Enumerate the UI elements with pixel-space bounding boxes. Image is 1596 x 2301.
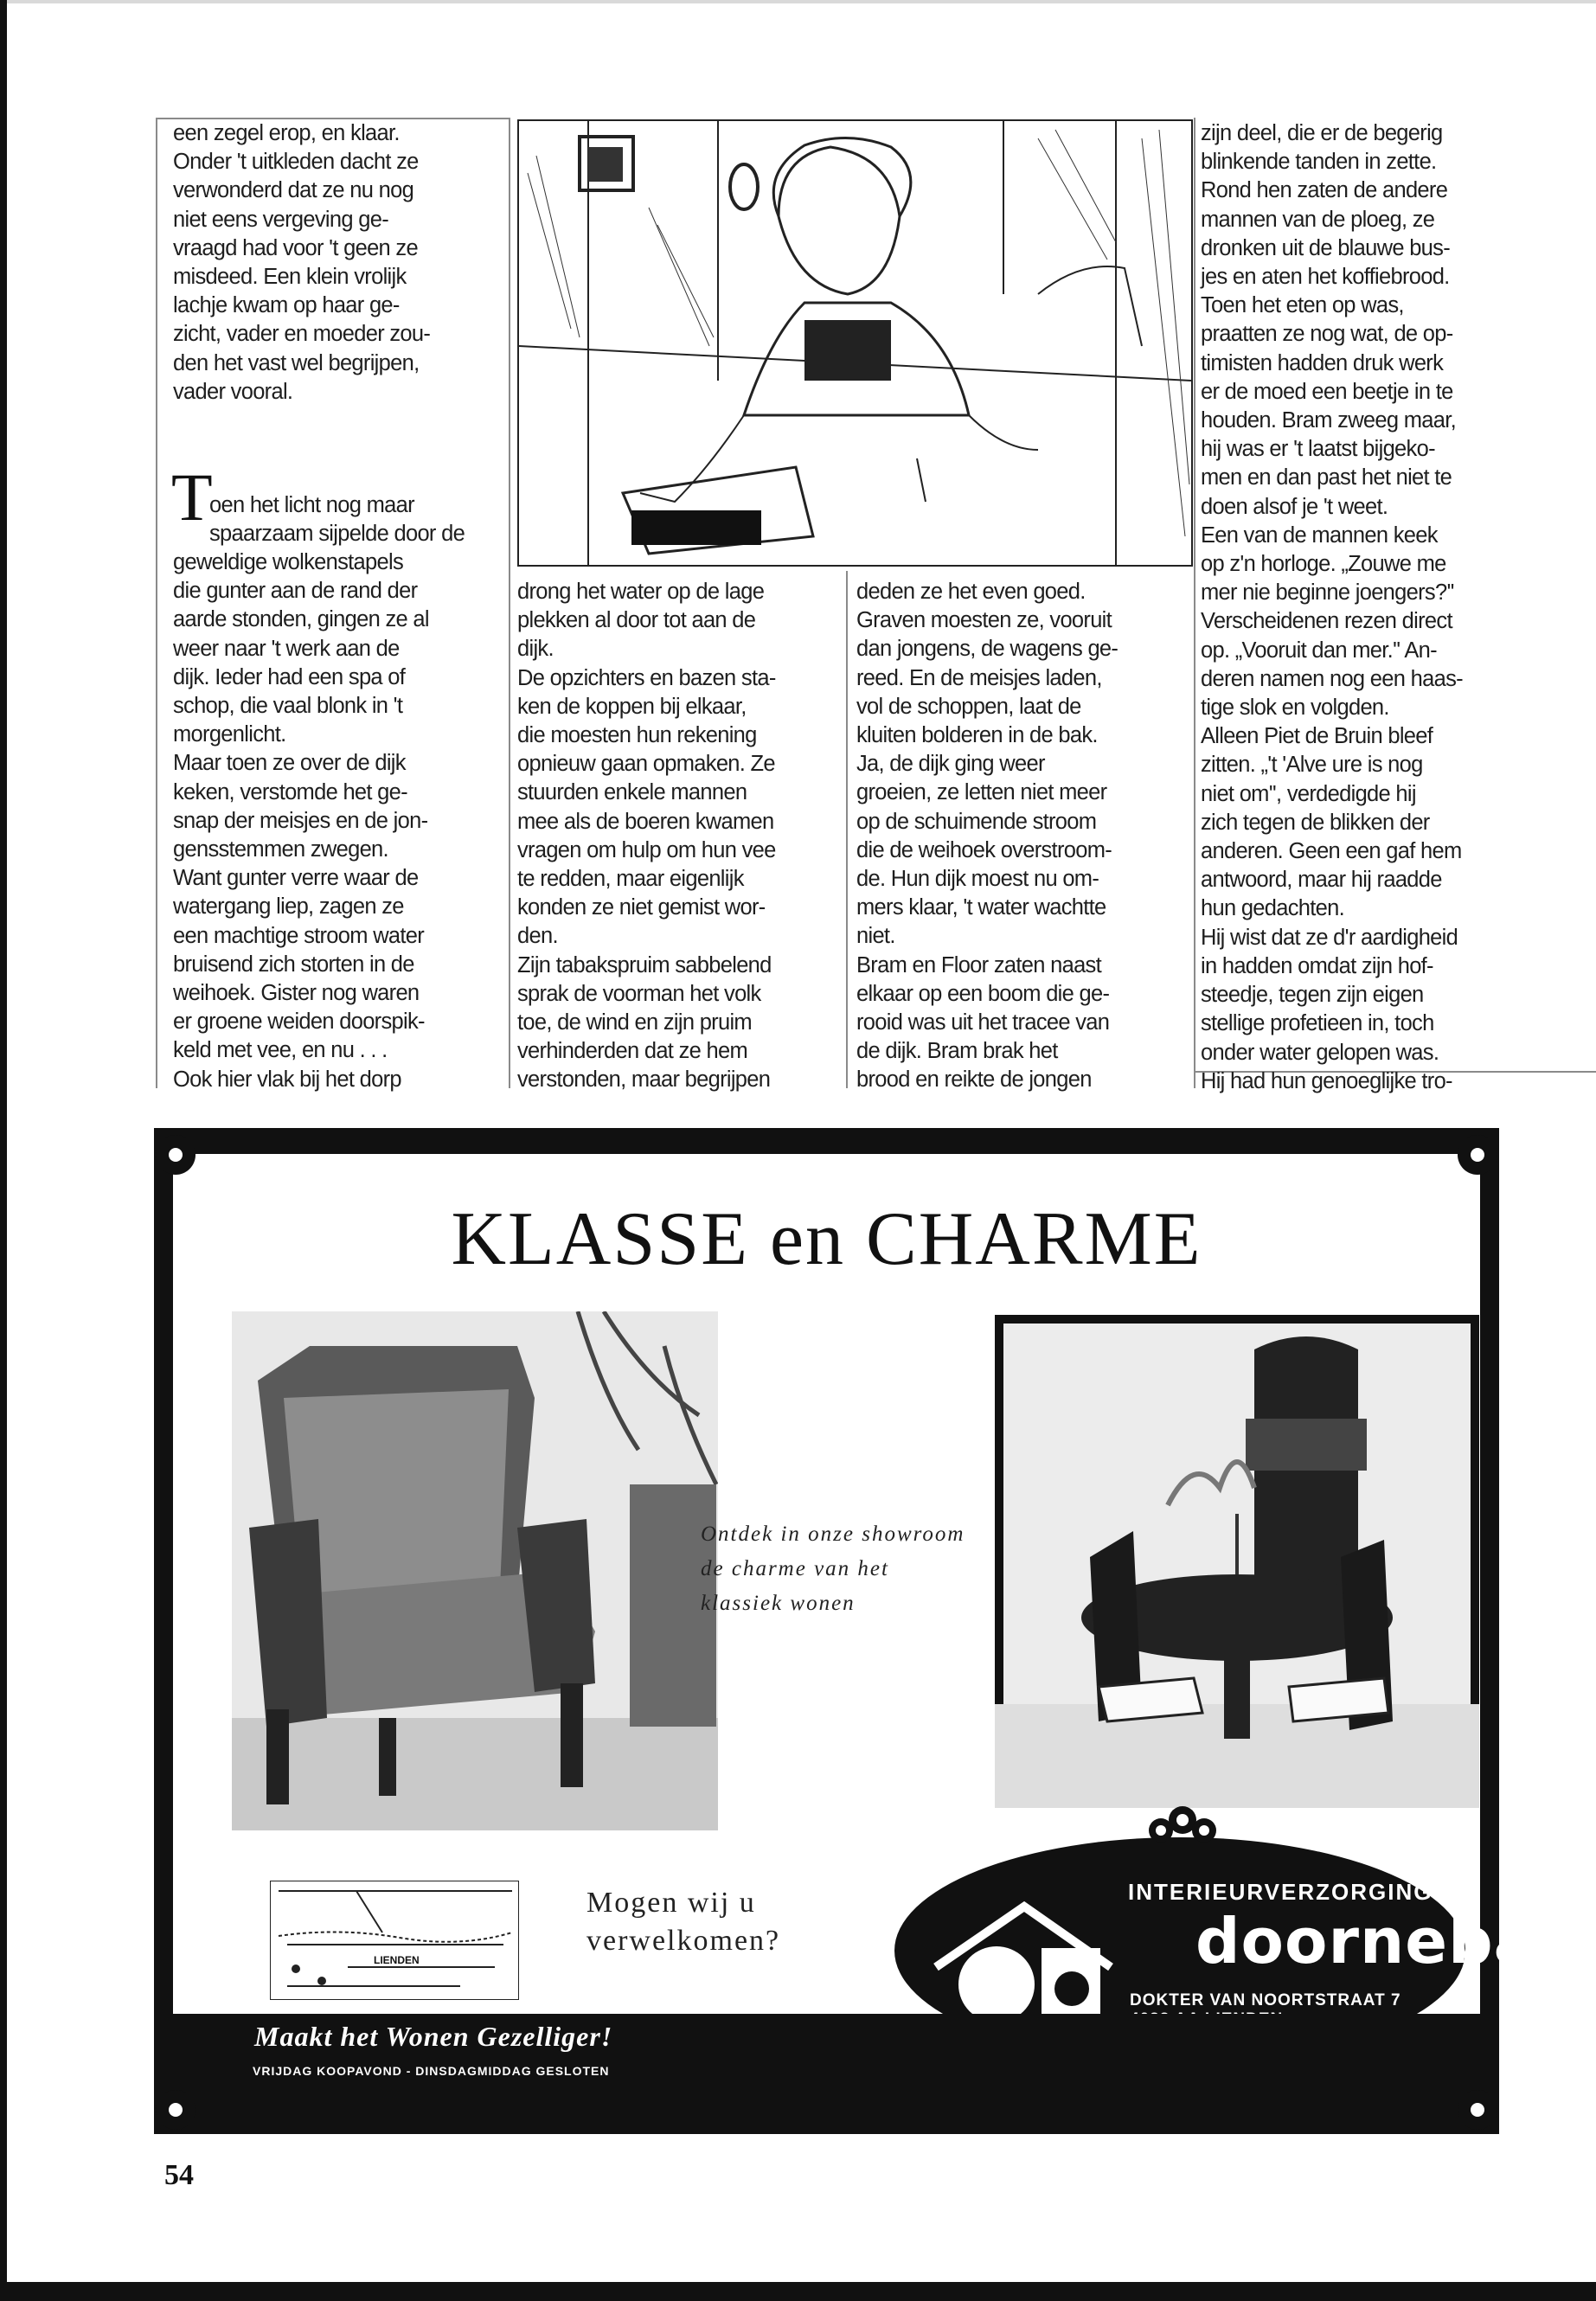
advertisement [154,1128,1559,2134]
ad-slogan: Maakt het Wonen Gezelliger! [254,2021,613,2052]
article-column-1-top: een zegel erop, en klaar. Onder 't uitkleden dacht ze verwonderd dat ze nu nog niet eens vergeving ge- vraagd had voor 't geen ze misdeed. Een klein vrolijk lachje kwam op haar ge- zicht, vader en moeder zou- den het vast wel begrijpen, vader vooral. [173,121,431,404]
article-left-rule [156,118,157,1088]
corner-bolt-icon [156,1135,195,1175]
map-town-label: LIENDEN [374,1954,420,1966]
logo-name: doornebal [1195,1905,1559,1977]
ad-footer-band [173,2014,1480,2108]
dining-set-photo [995,1315,1479,1808]
article-column-1-dropcap-lines: oen het licht nog maar spaarzaam sijpelde door de [209,493,465,547]
article-column-3: deden ze het even goed. Graven moesten ze, vooruit dan jongens, de wagens ge- reed. En de meisjes laden, vol de schoppen, laat de kluiten bolderen in de bak. Ja, de dijk ging weer groeien, ze letten niet meer op de schuimende stroom die de weihoek overstroom- de. Hun dijk moest nu om- mers klaar, 't water wachtte niet. Bram en Floor zaten naast elkaar op een boom die ge- rooid was uit het tracee van de dijk. Bram brak het brood en reikte de jongen [856,580,1118,1093]
corner-bolt-icon [1458,1135,1497,1175]
crown-ornament-icon [1144,1796,1221,1848]
shop-address: DOKTER VAN NOORTSTRAAT 7 [1130,1991,1401,2009]
scan-edge-top [0,0,1596,3]
location-map-drawing [270,1881,519,2000]
scan-edge-bottom [0,2282,1596,2301]
article-column-4: zijn deel, die er de begerig blinkende tanden in zette. Rond hen zaten de andere mannen van de ploeg, ze dronken uit de blauwe bus- jes en aten het koffiebrood. Toen het eten op was, praatten ze nog wat, de op- timisten hadden druk werk er de moed een beetje in te houden. Bram zweeg maar, hij was er 't laatst bijgeko- men en dan past het niet te doen alsof je 't weet. Een van de mannen keek op z'n horloge. „Zouwe me mer nie beginne joengers?'' Verscheidenen rezen direct op. „Vooruit dan mer.'' An- deren namen nog een haas- tige slok en volgden. Alleen Piet de Bruin bleef zitten. „'t 'Alve ure is nog niet om'', verdedigde hij zich tegen de blikken der anderen. Geen een gaf hem antwoord, maar hij raadde hun gedachten. Hij wist dat ze d'r aardigheid in hadden omdat zijn hof- steedje, tegen zijn eigen stellige profetieen in, toch onder water gelopen was. Hij had hun genoeglijke tro- [1201,121,1463,1093]
ad-title: KLASSE en CHARME [451,1197,1202,1281]
illustration-woman-writing [517,119,1193,567]
location-map [270,1881,519,2000]
corner-bolt-icon [1458,2090,1497,2130]
opening-hours: VRIJDAG KOOPAVOND - DINSDAGMIDDAG GESLOTEN [253,2064,610,2078]
illustration-drawing [519,121,1191,565]
scan-edge-left [0,0,7,2301]
page-number: 54 [164,2159,194,2191]
column-divider-2 [846,571,848,1088]
advertisement-panel [173,1154,1559,2108]
logo-subtitle: INTERIEURVERZORGING [1128,1879,1433,1905]
armchair-photo [232,1311,718,1830]
column-divider-3 [1194,118,1195,1088]
corner-bolt-icon [156,2090,195,2130]
article-column-2: drong het water op de lage plekken al door tot aan de dijk. De opzichters en bazen sta- ken de koppen bij elkaar, die moesten hun rekening opnieuw gaan opmaken. Ze stuurden enkele mannen mee als de boeren kwamen vragen om hulp om hun vee te redden, maar eigenlijk konden ze niet gemist wor- den. Zijn tabakspruim sabbelend sprak de voorman het volk toe, de wind en zijn pruim verhinderden dat ze hem verstonden, maar begrijpen [517,580,776,1093]
dining-set-photo-drawing [995,1315,1479,1808]
column-divider-1 [509,118,510,1088]
drop-cap: T [171,459,213,535]
article-column-1-bottom: geweldige wolkenstapels die gunter aan de rand der aarde stonden, gingen ze al weer naar 't werk aan de dijk. Ieder had een spa of schop, die vaal blonk in 't morgenlicht. Maar toen ze over de dijk keken, verstomde het ge- snap der meisjes en de jon- gensstemmen zwegen. Want gunter verre waar de watergang liep, zagen ze een machtige stroom water bruisend zich storten in de weihoek. Gister nog waren er groene weiden doorspik- keld met vee, en nu . . . Ook hier vlak bij het dorp [173,550,429,1092]
armchair-photo-drawing [232,1311,718,1830]
ad-tagline: Ontdek in onze showroom de charme van het klassiek wonen [701,1522,965,1615]
ad-welcome: Mogen wij u verwelkomen? [586,1887,781,1957]
